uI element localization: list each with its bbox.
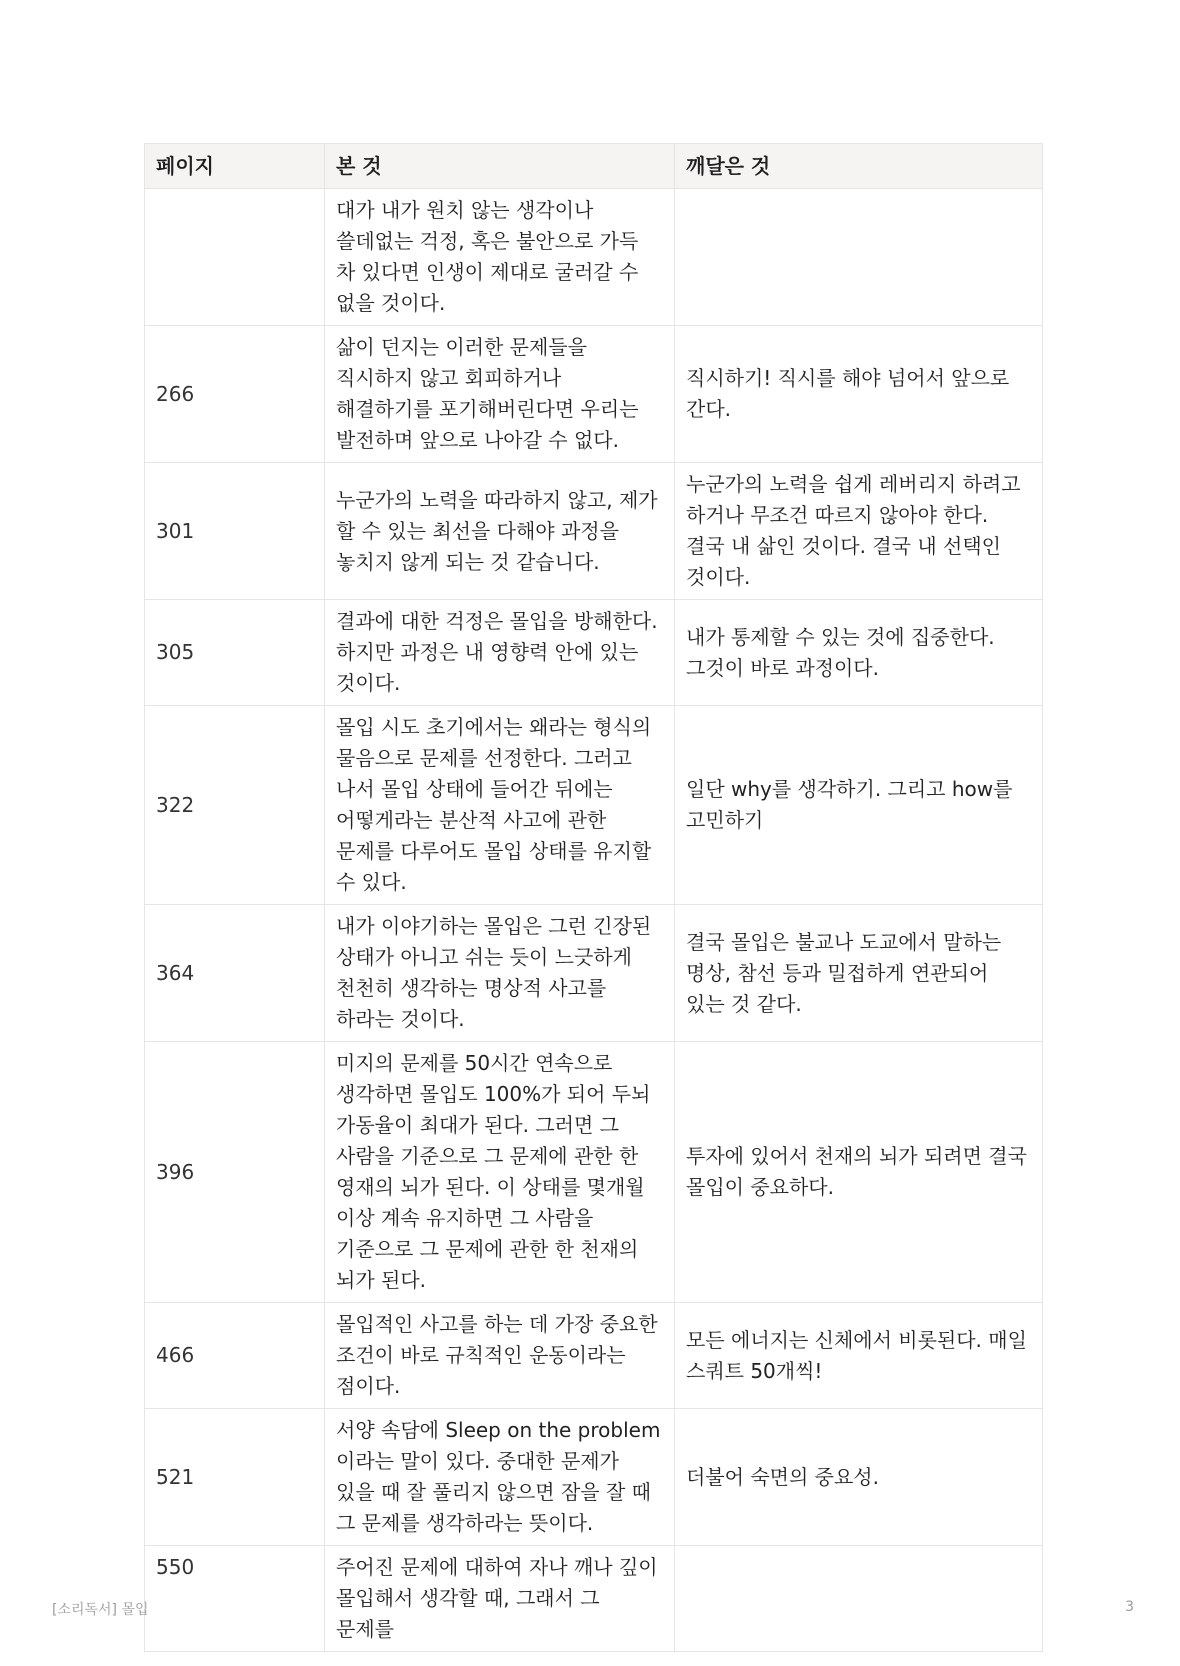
page-cell: 322 (145, 706, 325, 905)
seen-cell: 몰입적인 사고를 하는 데 가장 중요한 조건이 바로 규칙적인 운동이라는 점이다. (325, 1303, 675, 1409)
realized-cell: 내가 통제할 수 있는 것에 집중한다. 그것이 바로 과정이다. (675, 600, 1043, 706)
seen-cell: 주어진 문제에 대하여 자나 깨나 깊이 몰입해서 생각할 때, 그래서 그 문제를 (325, 1546, 675, 1652)
page-cell (145, 189, 325, 326)
seen-cell: 내가 이야기하는 몰입은 그런 긴장된 상태가 아니고 쉬는 듯이 느긋하게 천천히 생각하는 명상적 사고를 하라는 것이다. (325, 905, 675, 1042)
page-cell: 466 (145, 1303, 325, 1409)
seen-cell: 누군가의 노력을 따라하지 않고, 제가 할 수 있는 최선을 다해야 과정을 놓치지 않게 되는 것 같습니다. (325, 463, 675, 600)
header-realized: 깨달은 것 (675, 144, 1043, 189)
table-row (145, 905, 1043, 1042)
footer-doc-title: [소리독서] 몰입 (52, 1602, 149, 1618)
page-cell: 305 (145, 600, 325, 706)
table-row (145, 326, 1043, 463)
seen-cell: 결과에 대한 걱정은 몰입을 방해한다. 하지만 과정은 내 영향력 안에 있는 것이다. (325, 600, 675, 706)
page-cell: 521 (145, 1409, 325, 1546)
header-seen: 본 것 (325, 144, 675, 189)
table-row (145, 463, 1043, 600)
seen-cell: 대가 내가 원치 않는 생각이나 쓸데없는 걱정, 혹은 불안으로 가득 차 있다면 인생이 제대로 굴러갈 수 없을 것이다. (325, 189, 675, 326)
realized-cell (675, 1546, 1043, 1652)
seen-cell: 미지의 문제를 50시간 연속으로 생각하면 몰입도 100%가 되어 두뇌 가동율이 최대가 된다. 그러면 그 사람을 기준으로 그 문제에 관한 한 영재의 뇌가 된다. 이 상태를 몇개월 이상 계속 유지하면 그 사람을 기준으로 그 문제에 관한 한 천재의 뇌가 된다. (325, 1042, 675, 1303)
page-cell: 266 (145, 326, 325, 463)
table-row (145, 1409, 1043, 1546)
page-cell: 396 (145, 1042, 325, 1303)
realized-cell: 일단 why를 생각하기. 그리고 how를 고민하기 (675, 706, 1043, 905)
table-row (145, 600, 1043, 706)
seen-cell: 서양 속담에 Sleep on the problem 이라는 말이 있다. 중대한 문제가 있을 때 잘 풀리지 않으면 잠을 잘 때 그 문제를 생각하라는 뜻이다. (325, 1409, 675, 1546)
table-row (145, 1303, 1043, 1409)
realized-cell: 직시하기! 직시를 해야 넘어서 앞으로 간다. (675, 326, 1043, 463)
reading-notes-table-container (144, 143, 1042, 1641)
page-cell: 364 (145, 905, 325, 1042)
page-cell: 301 (145, 463, 325, 600)
table-row (145, 706, 1043, 905)
footer-page-number: 3 (1125, 1599, 1134, 1615)
realized-cell (675, 189, 1043, 326)
table-row (145, 189, 1043, 326)
seen-cell: 삶이 던지는 이러한 문제들을 직시하지 않고 회피하거나 해결하기를 포기해버린다면 우리는 발전하며 앞으로 나아갈 수 없다. (325, 326, 675, 463)
table-row (145, 1546, 1043, 1652)
header-page: 페이지 (145, 144, 325, 189)
seen-cell: 몰입 시도 초기에서는 왜라는 형식의 물음으로 문제를 선정한다. 그러고 나서 몰입 상태에 들어간 뒤에는 어떻게라는 분산적 사고에 관한 문제를 다루어도 몰입 상태를 유지할 수 있다. (325, 706, 675, 905)
realized-cell: 모든 에너지는 신체에서 비롯된다. 매일 스쿼트 50개씩! (675, 1303, 1043, 1409)
realized-cell: 결국 몰입은 불교나 도교에서 말하는 명상, 참선 등과 밀접하게 연관되어 있는 것 같다. (675, 905, 1043, 1042)
table-header-row (145, 144, 1043, 189)
realized-cell: 투자에 있어서 천재의 뇌가 되려면 결국 몰입이 중요하다. (675, 1042, 1043, 1303)
realized-cell: 누군가의 노력을 쉽게 레버리지 하려고 하거나 무조건 따르지 않아야 한다. 결국 내 삶인 것이다. 결국 내 선택인 것이다. (675, 463, 1043, 600)
table-row (145, 1042, 1043, 1303)
realized-cell: 더불어 숙면의 중요성. (675, 1409, 1043, 1546)
page-cell: 550 (145, 1546, 325, 1652)
reading-notes-table (144, 143, 1043, 1652)
